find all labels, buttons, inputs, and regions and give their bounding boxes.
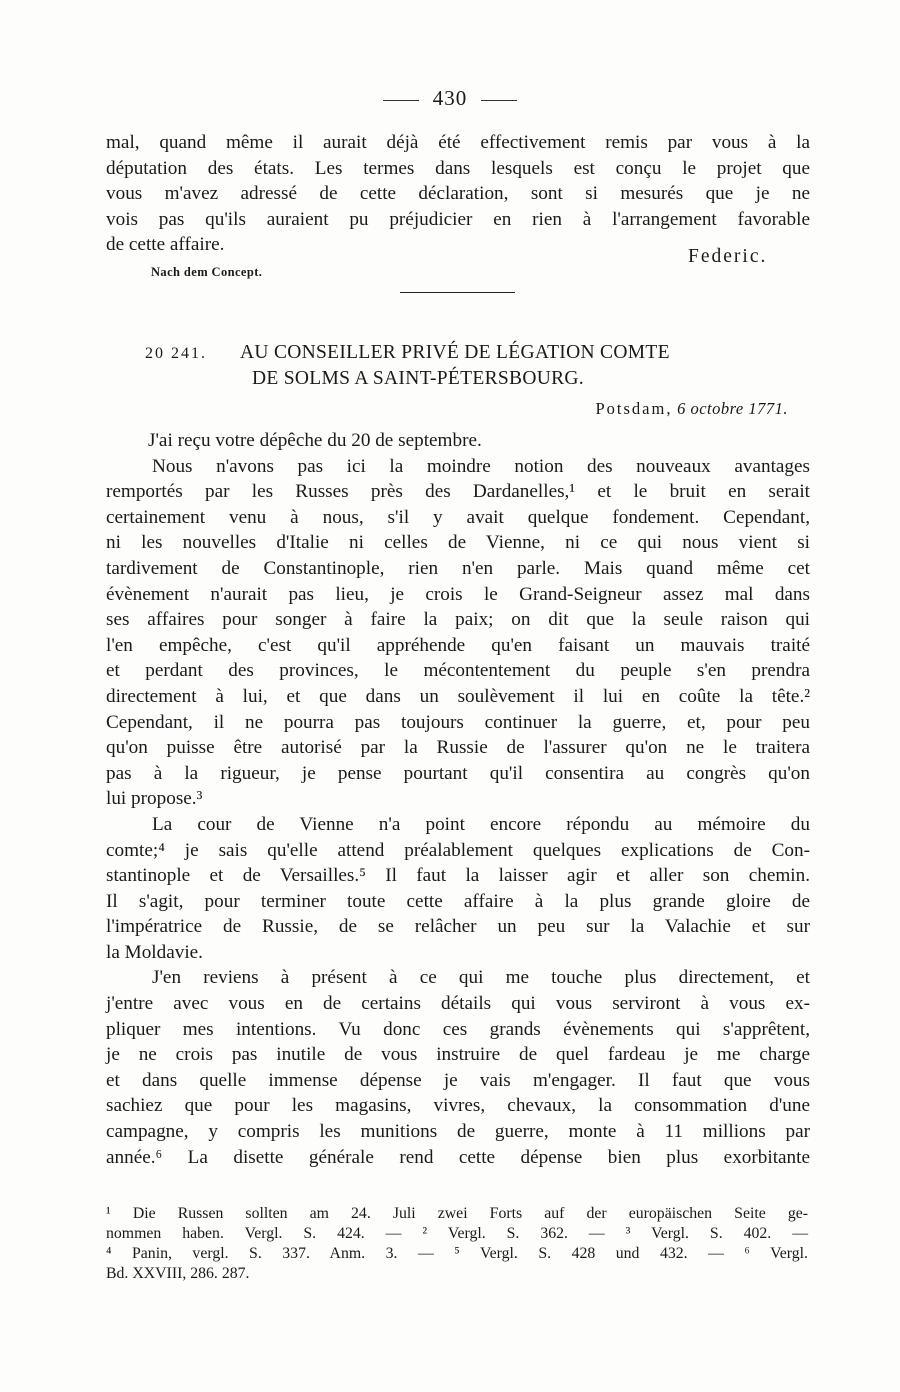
text-line: députation des états. Les termes dans lesquels est conçu le projet que <box>106 157 810 179</box>
text-line: lui propose.³ <box>106 788 203 810</box>
text-line: qu'on puisse être autorisé par la Russie de l'assurer qu'on ne le traitera <box>106 737 810 759</box>
opening-line: J'ai reçu votre dépêche du 20 de septembre. <box>148 430 482 451</box>
text-line: Cependant, il ne pourra pas toujours continuer la guerre, et, pour peu <box>106 711 810 733</box>
text-line: évènement n'aurait pas lieu, je crois le Grand-Seigneur assez mal dans <box>106 583 810 605</box>
page-number-text: 430 <box>432 86 468 110</box>
dateline-place: Potsdam, <box>595 399 673 418</box>
previous-letter-ending <box>106 130 810 258</box>
page-number-dash-left <box>383 100 419 101</box>
letter-title-line2: DE SOLMS A SAINT-PÉTERSBOURG. <box>252 368 584 389</box>
text-line: remportés par les Russes près des Dardanelles,¹ et le bruit en serait <box>106 481 810 503</box>
text-line: pliquer mes intentions. Vu donc ces grands évènements qui s'apprêtent, <box>106 1018 810 1040</box>
text-line: Il s'agit, pour terminer toute cette affaire à la plus grande gloire de <box>106 890 810 912</box>
section-divider <box>400 292 515 293</box>
text-line: année.⁶ La disette générale rend cette dépense bien plus exorbitante <box>106 1146 810 1168</box>
text-line: ses affaires pour songer à faire la paix; on dit que la seule raison qui <box>106 609 810 631</box>
dateline-date: 6 octobre 1771. <box>677 399 788 418</box>
text-line: et dans quelle immense dépense je vais m'engager. Il faut que vous <box>106 1069 810 1091</box>
text-line: pas à la rigueur, je pense pourtant qu'il consentira au congrès qu'on <box>106 762 810 784</box>
text-line: l'en empêche, c'est qu'il appréhende qu'en faisant un mauvais traité <box>106 634 810 656</box>
page-number <box>0 86 900 111</box>
text-line: Nous n'avons pas ici la moindre notion des nouveaux avantages <box>152 455 810 477</box>
dateline <box>595 399 788 419</box>
footnotes <box>106 1204 808 1284</box>
text-line: tardivement de Constantinople, rien n'en parle. Mais quand même cet <box>106 557 810 579</box>
signature: Federic. <box>688 246 768 267</box>
text-line: vois pas qu'ils auraient pu préjudicier en rien à l'arrangement favorable <box>106 208 810 230</box>
text-line: l'impératrice de Russie, de se relâcher un peu sur la Valachie et sur <box>106 916 810 938</box>
text-line: sachiez que pour les magasins, vivres, chevaux, la consommation d'une <box>106 1095 810 1117</box>
footnote-line: nommen haben. Vergl. S. 424. — ² Vergl. S. 362. — ³ Vergl. S. 402. — <box>106 1225 808 1242</box>
text-line: stantinople et de Versailles.⁵ Il faut la laisser agir et aller son chemin. <box>106 865 810 887</box>
text-line: directement à lui, et que dans un soulèvement il lui en coûte la tête.² <box>106 685 810 707</box>
footnote-line: ⁴ Panin, vergl. S. 337. Anm. 3. — ⁵ Vergl. S. 428 und 432. — ⁶ Vergl. <box>106 1245 808 1262</box>
footnote-line: ¹ Die Russen sollten am 24. Juli zwei Forts auf der europäischen Seite ge- <box>106 1205 808 1222</box>
text-line: comte;⁴ je sais qu'elle attend préalablement quelques explications de Con- <box>106 839 810 861</box>
letter-title-line1: AU CONSEILLER PRIVÉ DE LÉGATION COMTE <box>240 342 670 363</box>
text-line: et perdant des provinces, le mécontentement du peuple s'en prendra <box>106 660 810 682</box>
text-line: j'entre avec vous en de certains détails qui vous serviront à vous ex- <box>106 993 810 1015</box>
text-line: de cette affaire. <box>106 234 225 256</box>
text-line: La cour de Vienne n'a point encore répondu au mémoire du <box>152 813 810 835</box>
letter-heading <box>145 340 805 391</box>
text-line: je ne crois pas inutile de vous instruire de quel fardeau je me charge <box>106 1044 810 1066</box>
letter-number: 20 241. <box>145 345 207 362</box>
text-line: vous m'avez adressé de cette déclaration, sont si mesurés que je ne <box>106 183 810 205</box>
text-line: J'en reviens à présent à ce qui me touche plus directement, et <box>152 967 810 989</box>
text-line: campagne, y compris les munitions de guerre, monte à 11 millions par <box>106 1121 810 1143</box>
text-line: certainement venu à nous, s'il y avait quelque fondement. Cependant, <box>106 506 810 528</box>
text-line: mal, quand même il aurait déjà été effectivement remis par vous à la <box>106 132 810 153</box>
page-number-dash-right <box>481 100 517 101</box>
text-line: la Moldavie. <box>106 941 203 963</box>
letter-body <box>106 428 810 1170</box>
text-line: ni les nouvelles d'Italie ni celles de Vienne, ni ce qui nous vient si <box>106 532 810 554</box>
source-note: Nach dem Concept. <box>151 265 263 279</box>
footnote-line: Bd. XXVIII, 286. 287. <box>106 1265 250 1282</box>
